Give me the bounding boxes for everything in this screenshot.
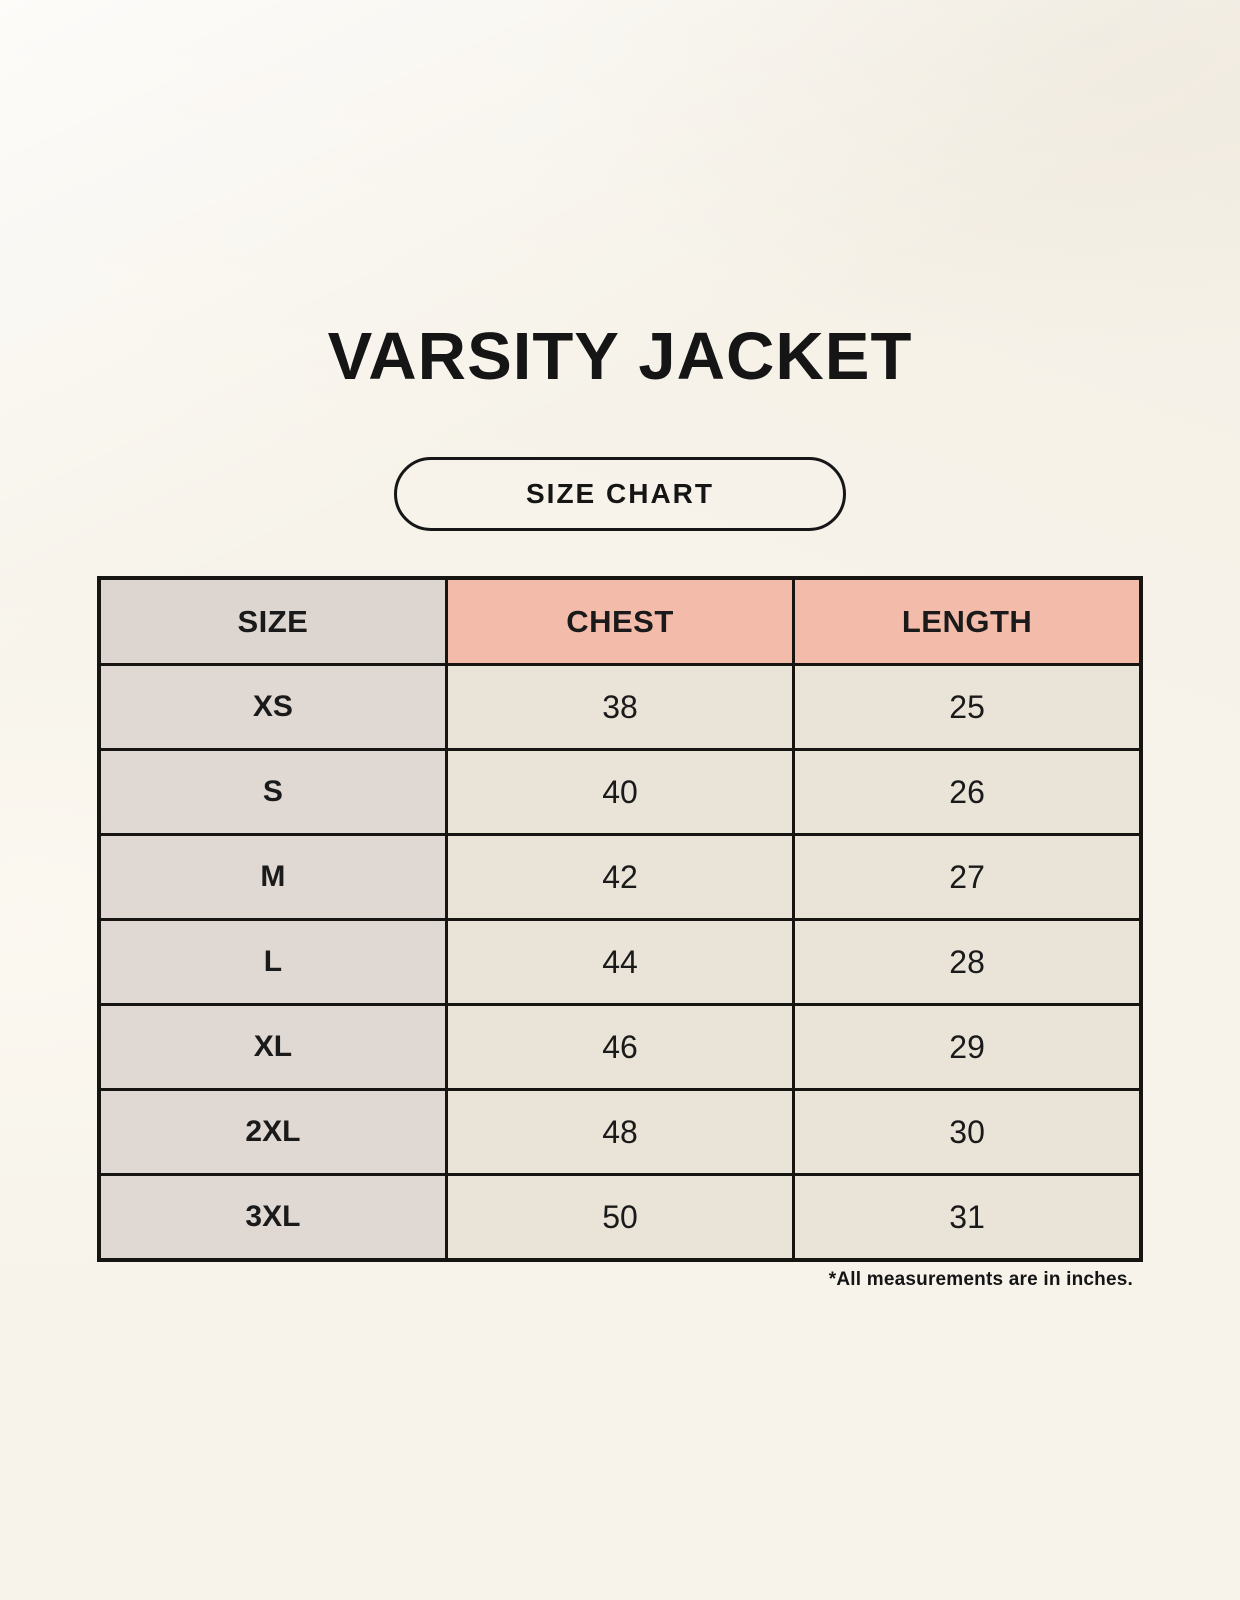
length-cell: 27 bbox=[794, 835, 1141, 920]
column-header-chest: CHEST bbox=[446, 578, 793, 665]
table-row bbox=[99, 835, 1141, 920]
size-cell: 3XL bbox=[99, 1175, 446, 1261]
length-cell: 30 bbox=[794, 1090, 1141, 1175]
column-header-length: LENGTH bbox=[794, 578, 1141, 665]
size-cell: L bbox=[99, 920, 446, 1005]
table-row bbox=[99, 750, 1141, 835]
size-cell: XS bbox=[99, 665, 446, 750]
size-cell: M bbox=[99, 835, 446, 920]
table-row bbox=[99, 920, 1141, 1005]
chest-cell: 38 bbox=[446, 665, 793, 750]
size-chart-pill bbox=[394, 457, 846, 531]
chest-cell: 48 bbox=[446, 1090, 793, 1175]
size-cell: XL bbox=[99, 1005, 446, 1090]
size-chart-pill-label: SIZE CHART bbox=[526, 478, 714, 510]
measurements-footnote: *All measurements are in inches. bbox=[828, 1269, 1133, 1291]
chest-cell: 42 bbox=[446, 835, 793, 920]
length-cell: 25 bbox=[794, 665, 1141, 750]
size-cell: S bbox=[99, 750, 446, 835]
column-header-size: SIZE bbox=[99, 578, 446, 665]
table-header-row bbox=[99, 578, 1141, 665]
length-cell: 29 bbox=[794, 1005, 1141, 1090]
size-chart-table bbox=[97, 576, 1143, 1262]
table-row bbox=[99, 1175, 1141, 1261]
length-cell: 28 bbox=[794, 920, 1141, 1005]
length-cell: 31 bbox=[794, 1175, 1141, 1261]
table-body bbox=[99, 665, 1141, 1261]
length-cell: 26 bbox=[794, 750, 1141, 835]
chest-cell: 46 bbox=[446, 1005, 793, 1090]
page-title: VARSITY JACKET bbox=[327, 319, 913, 394]
chest-cell: 44 bbox=[446, 920, 793, 1005]
chest-cell: 50 bbox=[446, 1175, 793, 1261]
size-cell: 2XL bbox=[99, 1090, 446, 1175]
table-row bbox=[99, 665, 1141, 750]
chest-cell: 40 bbox=[446, 750, 793, 835]
table-row bbox=[99, 1005, 1141, 1090]
table-row bbox=[99, 1090, 1141, 1175]
